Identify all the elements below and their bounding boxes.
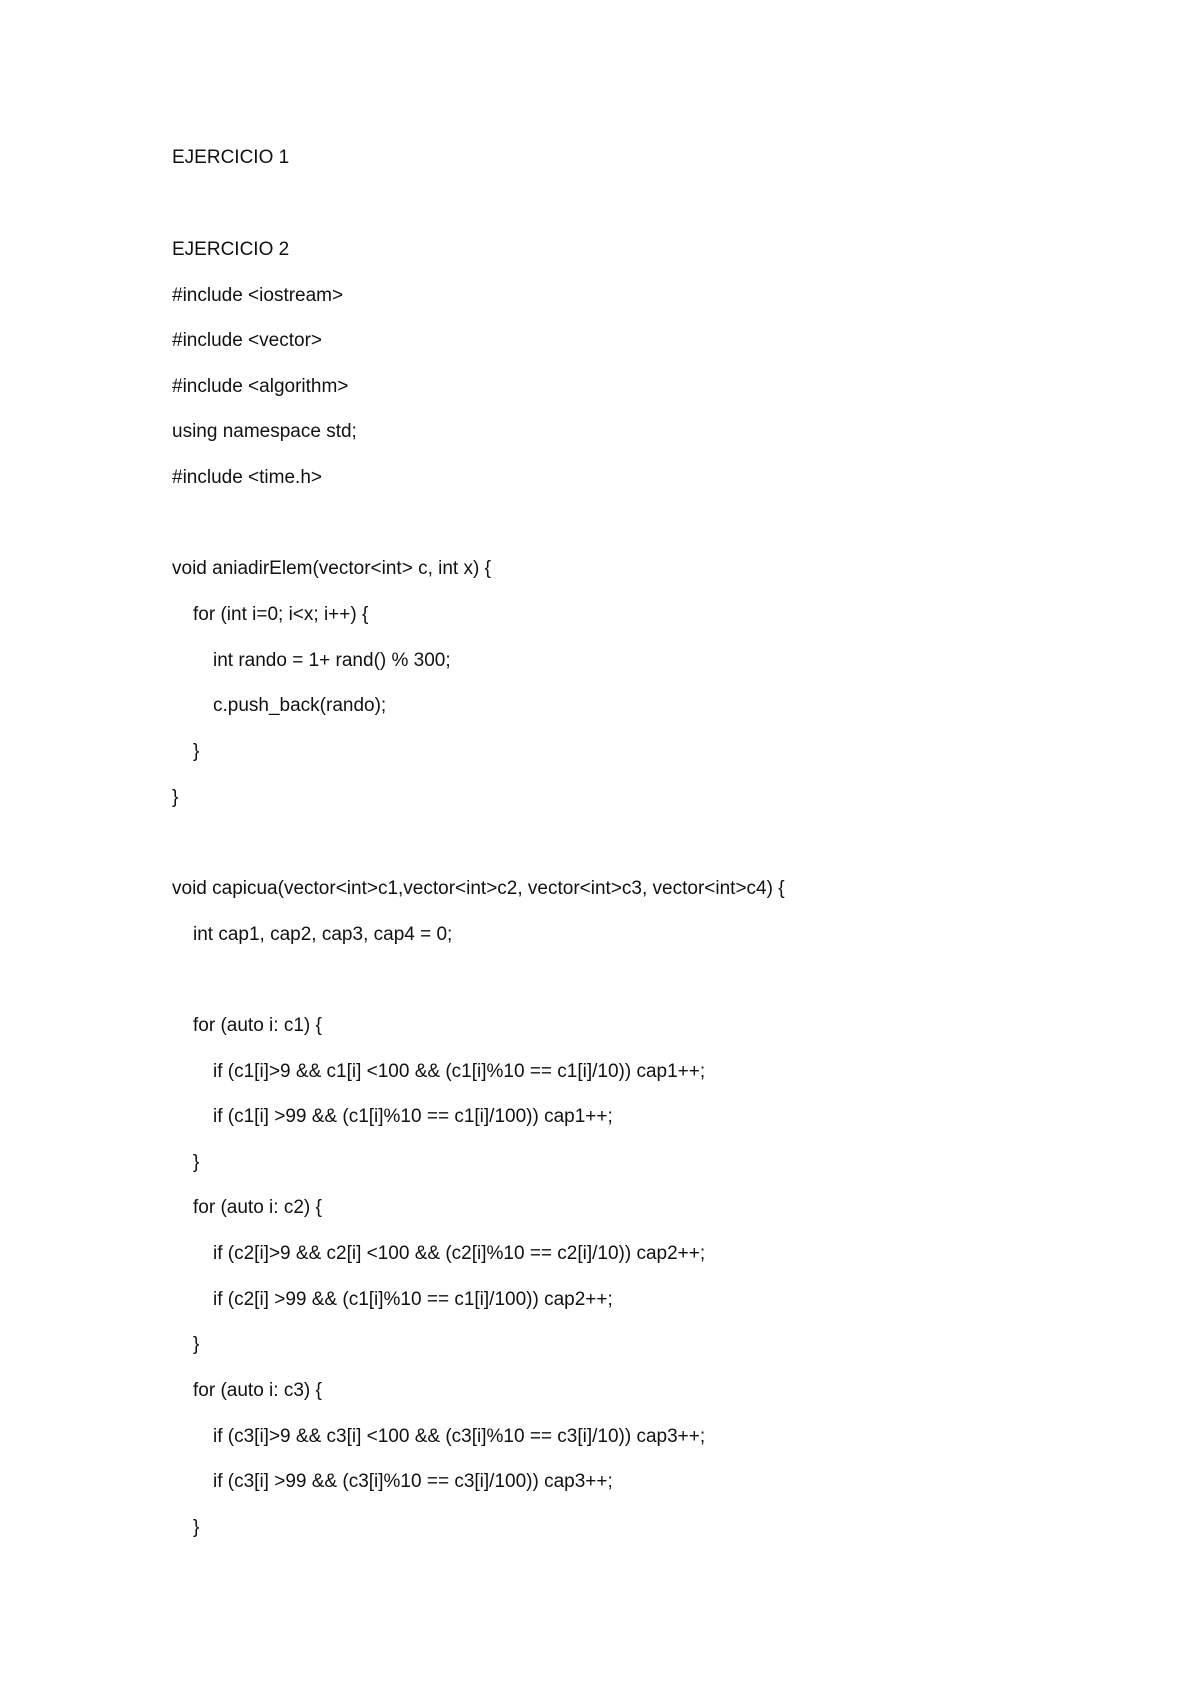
code-line: }	[193, 1152, 200, 1173]
code-line: for (auto i: c3) {	[193, 1380, 322, 1401]
code-line: void aniadirElem(vector<int> c, int x) {	[172, 558, 491, 579]
code-line: if (c1[i]>9 && c1[i] <100 && (c1[i]%10 == c1[i]/10)) cap1++;	[213, 1061, 706, 1082]
code-line: using namespace std;	[172, 421, 357, 442]
code-line: if (c2[i]>9 && c2[i] <100 && (c2[i]%10 == c2[i]/10)) cap2++;	[213, 1243, 706, 1264]
code-line: void capicua(vector<int>c1,vector<int>c2, vector<int>c3, vector<int>c4) {	[172, 878, 785, 899]
code-line: }	[193, 1517, 200, 1538]
code-line: if (c2[i] >99 && (c1[i]%10 == c1[i]/100)) cap2++;	[213, 1289, 613, 1310]
heading-ejercicio-1: EJERCICIO 1	[172, 147, 290, 168]
code-line: int rando = 1+ rand() % 300;	[213, 650, 451, 671]
heading-ejercicio-2: EJERCICIO 2	[172, 239, 290, 260]
code-line: #include <iostream>	[172, 285, 344, 306]
code-line: }	[193, 1334, 200, 1355]
code-line: }	[193, 741, 200, 762]
code-line: #include <time.h>	[172, 467, 322, 488]
code-line: if (c3[i]>9 && c3[i] <100 && (c3[i]%10 == c3[i]/10)) cap3++;	[213, 1426, 706, 1447]
code-line: int cap1, cap2, cap3, cap4 = 0;	[193, 924, 453, 945]
code-line: for (auto i: c1) {	[193, 1015, 322, 1036]
code-line: }	[172, 787, 179, 808]
code-line: for (auto i: c2) {	[193, 1197, 322, 1218]
code-line: if (c1[i] >99 && (c1[i]%10 == c1[i]/100)) cap1++;	[213, 1106, 613, 1127]
code-line: c.push_back(rando);	[213, 695, 387, 716]
code-line: for (int i=0; i<x; i++) {	[193, 604, 369, 625]
code-line: if (c3[i] >99 && (c3[i]%10 == c3[i]/100)) cap3++;	[213, 1471, 613, 1492]
code-line: #include <vector>	[172, 330, 322, 351]
code-line: #include <algorithm>	[172, 376, 349, 397]
